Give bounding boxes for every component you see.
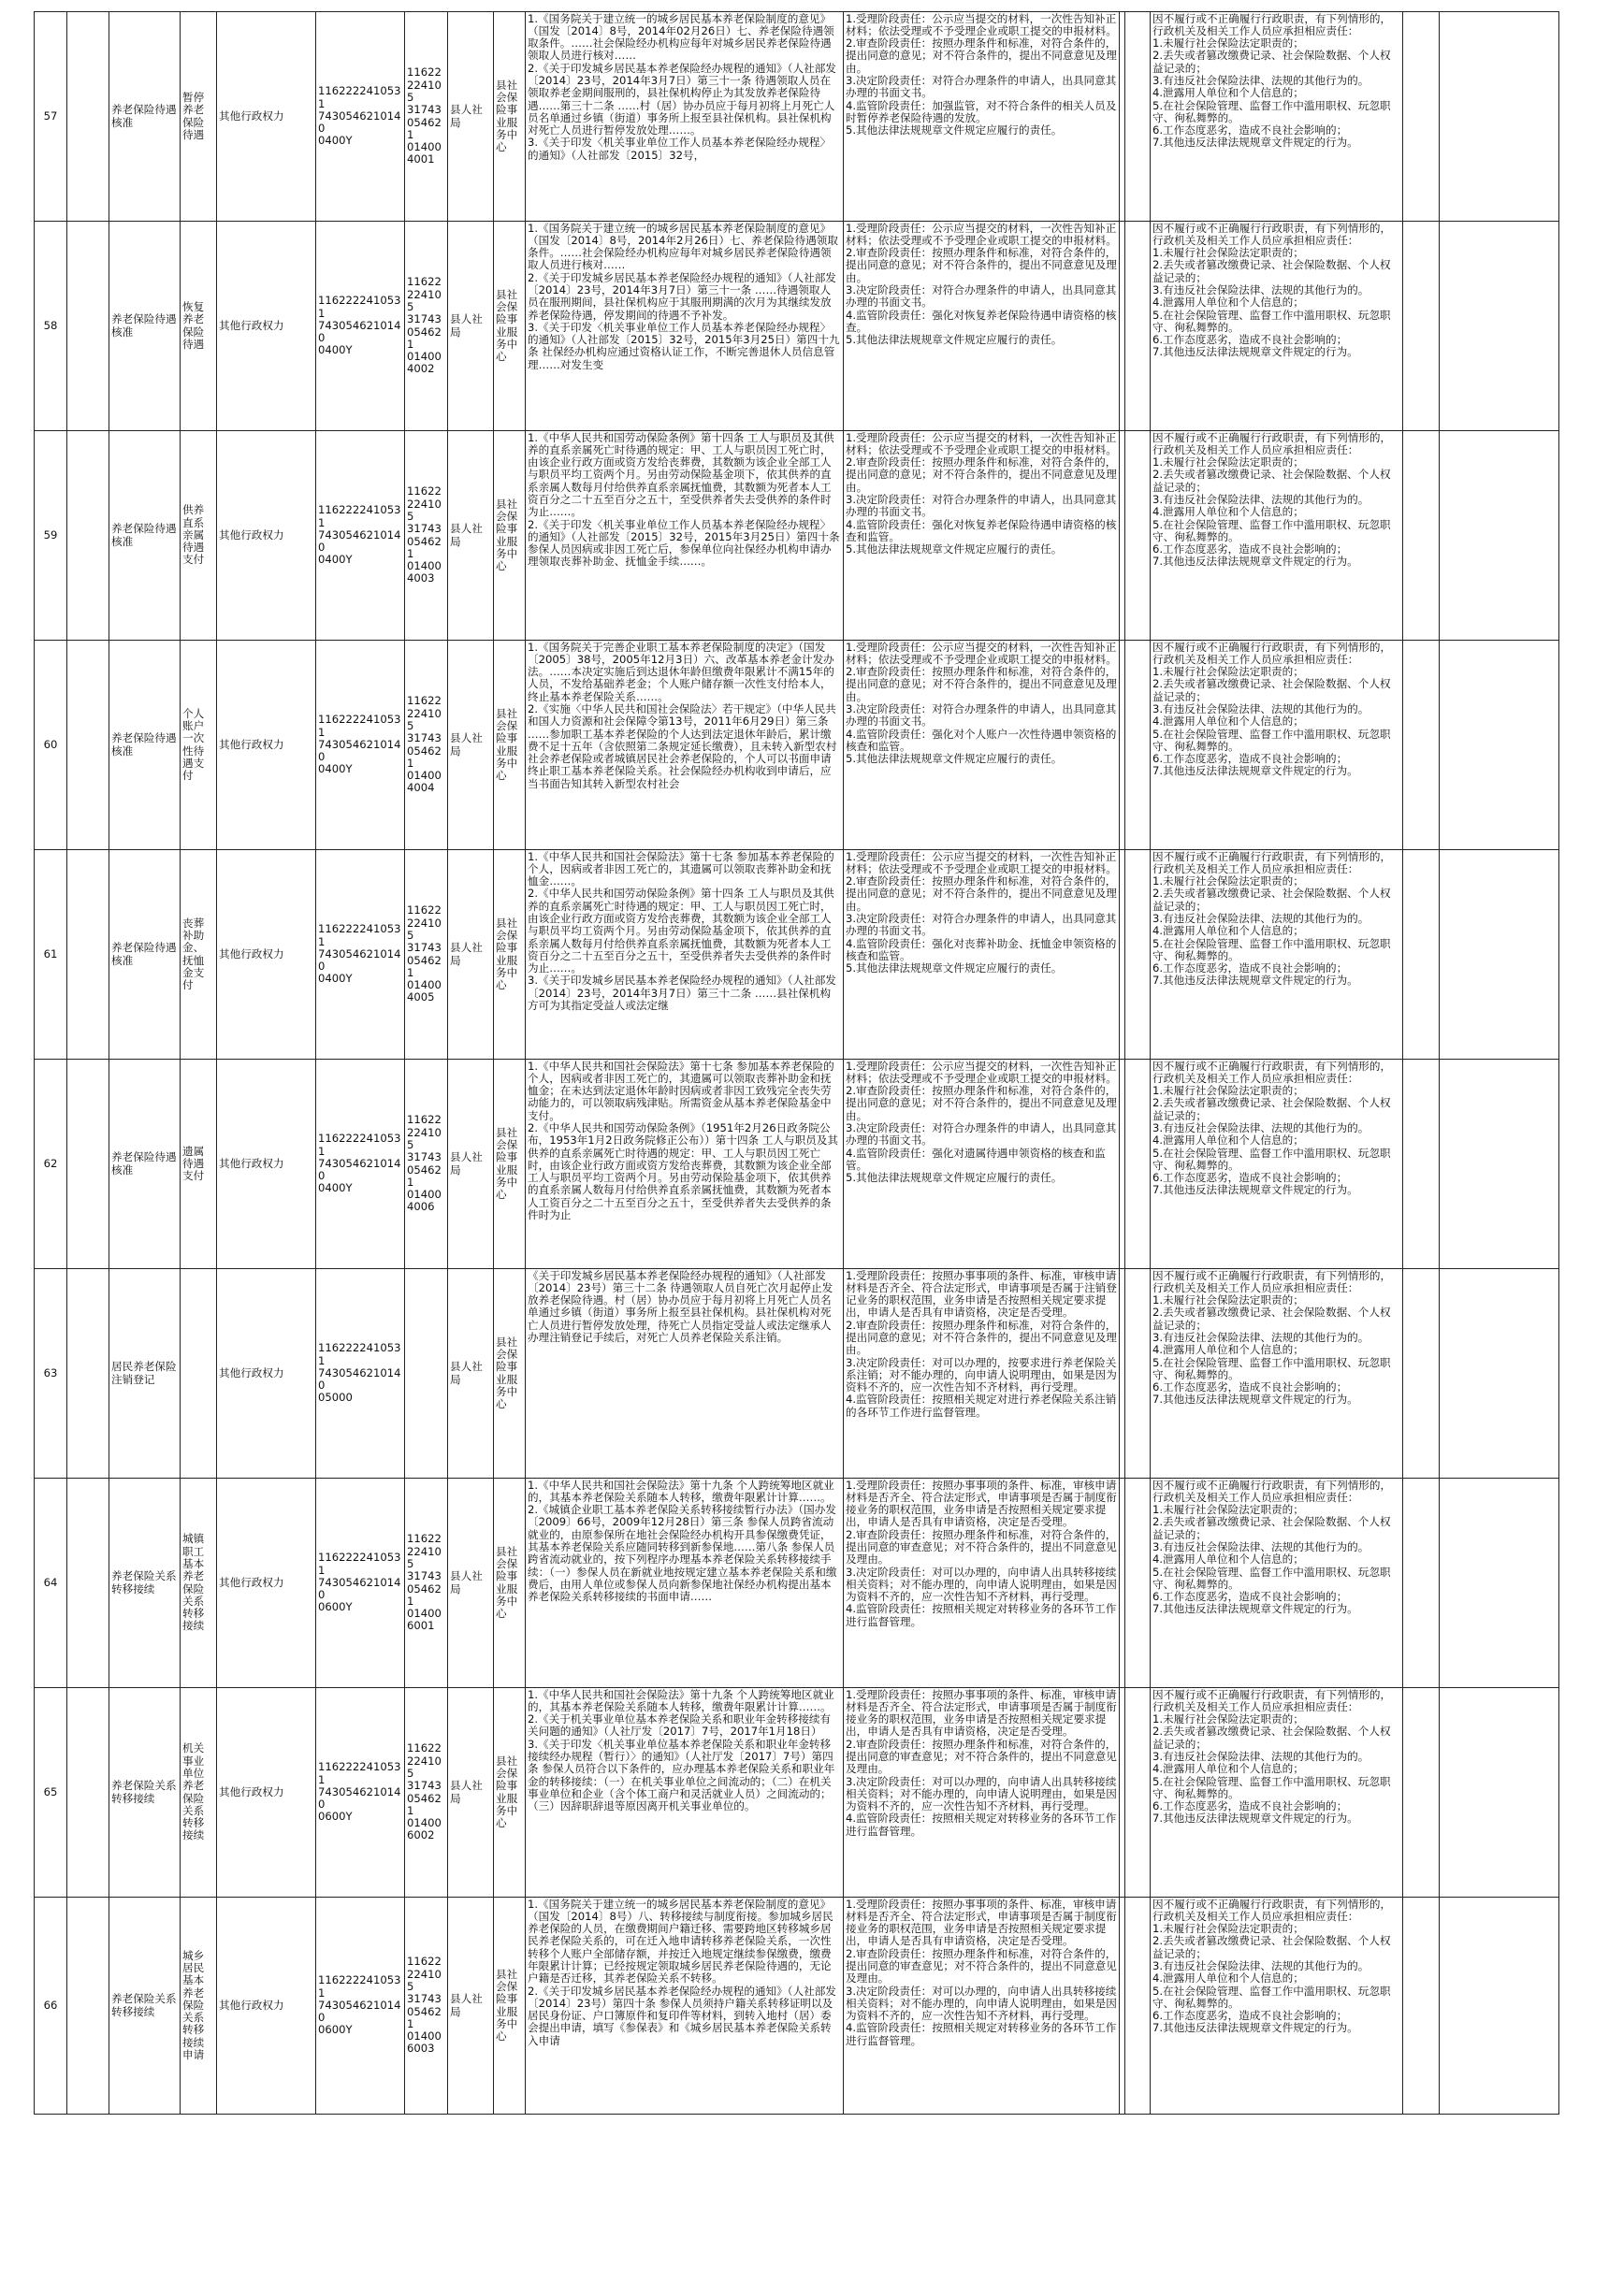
blank-cell [67,1898,109,2115]
handling-department: 县社会保险事业服务中心 [494,1060,526,1269]
handling-department: 县社会保险事业服务中心 [494,850,526,1060]
blank-cell [1125,641,1151,850]
blank-cell [1440,222,1559,431]
blank-cell [1440,1269,1559,1479]
blank-cell [1125,1060,1151,1269]
power-code: 1162222410531 7430546210140 0600Y [316,1688,405,1898]
sub-item-name: 城乡居民基本养老保险关系转移接续申请 [181,1898,217,2115]
implementing-subject: 县人社局 [448,1479,494,1688]
row-number: 62 [35,1060,67,1269]
blank-cell [67,1269,109,1479]
table-row [35,1898,1559,2115]
sub-power-code: 11622224105 31743054621 014004005 [405,850,448,1060]
item-name: 养老保险关系转移接续 [109,1479,181,1688]
sub-power-code: 11622224105 31743054621 014004001 [405,12,448,222]
row-number: 63 [35,1269,67,1479]
blank-cell [1440,850,1559,1060]
handling-department: 县社会保险事业服务中心 [494,431,526,641]
item-name: 养老保险关系转移接续 [109,1688,181,1898]
blank-cell [1440,1898,1559,2115]
blank-cell [67,12,109,222]
power-code: 1162222410531 7430546210140 0400Y [316,850,405,1060]
table-row [35,641,1559,850]
accountability-situations: 因不履行或不正确履行行政职责，有下列情形的，行政机关及相关工作人员应承担相应责任： 1.未履行社会保险法定职责的； 2.丢失或者篡改缴费记录、社会保险数据、个人权益记录的； 3.有违反社会保险法律、法规的其他行为的。 4.泄露用人单位和个人信息的； 5.在社会保险管理、监督工作中滥用职权、玩忽职守、徇私舞弊的。 6.工作态度恶劣，造成不良社会影响的； 7.其他违反法律法规规章文件规定的行为。 [1151,12,1403,222]
responsibility-items: 1.受理阶段责任：按照办事事项的条件、标准，审核申请材料是否齐全、符合法定形式，申请事项是否属于制度衔接业务的职权范围，业务申请是否按照相关规定要求提出，申请人是否具有申请资格，决定是否受理。 2.审查阶段责任：按照办理条件和标准，对符合条件的，提出同意的审查意见；对不符合条件的，提出不同意意见及理由。 3.决定阶段责任：对可以办理的，向申请人出具转移接续相关资料；对不能办理的，向申请人说明理由，如果是因为资料不齐的，应一次性告知不齐材料，再行受理。 4.监管阶段责任：按照相关规定对转移业务的各环节工作进行监督管理。 [844,1898,1120,2115]
implementing-subject: 县人社局 [448,222,494,431]
blank-cell [1403,850,1440,1060]
power-code: 1162222410531 7430546210140 0600Y [316,1898,405,2115]
power-code: 1162222410531 7430546210140 0400Y [316,641,405,850]
blank-cell [1403,1269,1440,1479]
blank-cell [1125,431,1151,641]
blank-cell [67,1060,109,1269]
responsibility-items: 1.受理阶段责任：按照办事事项的条件、标准，审核申请材料是否齐全、符合法定形式，申请事项是否属于制度衔接业务的职权范围，业务申请是否按照相关规定要求提出，申请人是否具有申请资格，决定是否受理。 2.审查阶段责任：按照办理条件和标准，对符合条件的，提出同意的审查意见；对不符合条件的，提出不同意意见及理由。 3.决定阶段责任：对可以办理的，向申请人出具转移接续相关资料；对不能办理的，向申请人说明理由，如果是因为资料不齐的，应一次性告知不齐材料，再行受理。 4.监管阶段责任：按照相关规定对转移业务的各环节工作进行监督管理。 [844,1688,1120,1898]
blank-cell [67,1479,109,1688]
power-code: 1162222410531 7430546210140 0400Y [316,222,405,431]
row-number: 57 [35,12,67,222]
table-row [35,1060,1559,1269]
power-type: 其他行政权力 [217,1898,316,2115]
blank-cell [1125,1898,1151,2115]
item-name: 养老保险待遇核准 [109,1060,181,1269]
row-number: 58 [35,222,67,431]
table-row [35,222,1559,431]
power-code: 1162222410531 7430546210140 05000 [316,1269,405,1479]
sub-power-code [405,1269,448,1479]
implementing-subject: 县人社局 [448,1269,494,1479]
sub-item-name: 暂停养老保险待遇 [181,12,217,222]
blank-cell [1403,1479,1440,1688]
responsibility-items: 1.受理阶段责任：公示应当提交的材料，一次性告知补正材料；依法受理或不予受理企业或职工提交的申报材料。 2.审查阶段责任：按照办理条件和标准，对符合条件的，提出同意的意见；对不符合条件的，提出不同意意见及理由。 3.决定阶段责任：对符合办理条件的申请人，出具同意其办理的书面文书。 4.监管阶段责任：强化对恢复养老保险待遇申请资格的核查和监管。 5.其他法律法规规章文件规定应履行的责任。 [844,431,1120,641]
sub-item-name: 城镇职工基本养老保险关系转移接续 [181,1479,217,1688]
blank-cell [67,431,109,641]
blank-cell [1440,431,1559,641]
responsibility-items: 1.受理阶段责任：按照办事事项的条件、标准，审核申请材料是否齐全、符合法定形式，申请事项是否属于制度衔接业务的职权范围，业务申请是否按照相关规定要求提出，申请人是否具有申请资格，决定是否受理。 2.审查阶段责任：按照办理条件和标准，对符合条件的，提出同意的审查意见；对不符合条件的，提出不同意意见及理由。 3.决定阶段责任：对可以办理的，向申请人出具转移接续相关资料；对不能办理的，向申请人说明理由，如果是因为资料不齐的，应一次性告知不齐材料，再行受理。 4.监管阶段责任：按照相关规定对转移业务的各环节工作进行监督管理。 [844,1479,1120,1688]
responsibility-items: 1.受理阶段责任：公示应当提交的材料，一次性告知补正材料；依法受理或不予受理企业或职工提交的申报材料。 2.审查阶段责任：按照办理条件和标准，对符合条件的，提出同意的意见；对不符合条件的，提出不同意意见及理由。 3.决定阶段责任：对符合办理条件的申请人，出具同意其办理的书面文书。 4.监管阶段责任：强化对个人账户一次性待遇申领资格的核查和监管。 5.其他法律法规规章文件规定应履行的责任。 [844,641,1120,850]
handling-department: 县社会保险事业服务中心 [494,1898,526,2115]
power-code: 1162222410531 7430546210140 0400Y [316,431,405,641]
row-number: 59 [35,431,67,641]
legal-basis: 1.《中华人民共和国社会保险法》第十九条 个人跨统筹地区就业的，其基本养老保险关系随本人转移，缴费年限累计计算……。 2.《城镇企业职工基本养老保险关系转移接续暂行办法》（国办发〔2009〕66号，2009年12月28日）第三条 参保人员跨省流动就业的，由原参保所在地社会保险经办机构开具参保缴费凭证，其基本养老保险关系应随同转移到新参保地……第八条 参保人员跨省流动就业的，按下列程序办理基本养老保险关系转移接续手续：（一）参保人员在新就业地按规定建立基本养老保险关系和缴费后，由用人单位或参保人员向新参保地社保经办机构提出基本养老保险关系转移接续的书面申请…… [526,1479,844,1688]
blank-cell [1440,1060,1559,1269]
accountability-situations: 因不履行或不正确履行行政职责，有下列情形的，行政机关及相关工作人员应承担相应责任： 1.未履行社会保险法定职责的； 2.丢失或者篡改缴费记录、社会保险数据、个人权益记录的； 3.有违反社会保险法律、法规的其他行为的。 4.泄露用人单位和个人信息的； 5.在社会保险管理、监督工作中滥用职权、玩忽职守、徇私舞弊的。 6.工作态度恶劣，造成不良社会影响的； 7.其他违反法律法规规章文件规定的行为。 [1151,1269,1403,1479]
legal-basis: 1.《中华人民共和国劳动保险条例》第十四条 工人与职员及其供养的直系亲属死亡时待遇的规定：甲、工人与职员因工死亡时，由该企业行政方面或资方发给丧葬费，其数额为该企业全部工人与职员平均工资两个月。另由劳动保险基金项下，依其供养的直系亲属人数每月付给供养直系亲属抚恤费，其数额为死者本人工资百分之二十五至百分之五十，至受供养者失去受供养的条件时为止……。 2.《关于印发〈机关事业单位工作人员基本养老保险经办规程〉的通知》（人社部发〔2015〕32号，2015年3月25日）第四十条 参保人员因病或非因工死亡后，参保单位向社保经办机构申请办理领取丧葬补助金、抚恤金手续……。 [526,431,844,641]
implementing-subject: 县人社局 [448,1898,494,2115]
sub-power-code: 11622224105 31743054621 014006001 [405,1479,448,1688]
accountability-situations: 因不履行或不正确履行行政职责，有下列情形的，行政机关及相关工作人员应承担相应责任： 1.未履行社会保险法定职责的； 2.丢失或者篡改缴费记录、社会保险数据、个人权益记录的； 3.有违反社会保险法律、法规的其他行为的。 4.泄露用人单位和个人信息的； 5.在社会保险管理、监督工作中滥用职权、玩忽职守、徇私舞弊的。 6.工作态度恶劣，造成不良社会影响的； 7.其他违反法律法规规章文件规定的行为。 [1151,641,1403,850]
table-row [35,850,1559,1060]
power-type: 其他行政权力 [217,12,316,222]
table-row [35,1479,1559,1688]
blank-cell [1403,431,1440,641]
blank-cell [67,850,109,1060]
blank-cell [1440,641,1559,850]
blank-cell [1125,1479,1151,1688]
sub-item-name: 个人账户一次性待遇支付 [181,641,217,850]
blank-cell [1125,12,1151,222]
legal-basis: 1.《国务院关于完善企业职工基本养老保险制度的决定》（国发〔2005〕38号，2005年12月3日）六、改革基本养老金计发办法。……本决定实施后到达退休年龄但缴费年限累计不满15年的人员，不发给基础养老金；个人账户储存额一次性支付给本人，终止基本养老保险关系……。 2.《实施〈中华人民共和国社会保险法〉若干规定》（中华人民共和国人力资源和社会保障令第13号，2011年6月29日）第三条 ……参加职工基本养老保险的个人达到法定退休年龄后，累计缴费不足十五年（含依照第二条规定延长缴费），且未转入新型农村社会养老保险或者城镇居民社会养老保险的，个人可以书面申请终止职工基本养老保险关系。社会保险经办机构收到申请后，应当书面告知其转入新型农村社会 [526,641,844,850]
accountability-situations: 因不履行或不正确履行行政职责，有下列情形的，行政机关及相关工作人员应承担相应责任： 1.未履行社会保险法定职责的； 2.丢失或者篡改缴费记录、社会保险数据、个人权益记录的； 3.有违反社会保险法律、法规的其他行为的。 4.泄露用人单位和个人信息的； 5.在社会保险管理、监督工作中滥用职权、玩忽职守、徇私舞弊的。 6.工作态度恶劣，造成不良社会影响的； 7.其他违反法律法规规章文件规定的行为。 [1151,1479,1403,1688]
sub-power-code: 11622224105 31743054621 014004004 [405,641,448,850]
legal-basis: 1.《国务院关于建立统一的城乡居民基本养老保险制度的意见》（国发〔2014〕8号，2014年02月26日）七、养老保险待遇领取条件。……社会保险经办机构应每年对城乡居民养老保险待遇领取人员进行核对…… 2.《关于印发城乡居民基本养老保险经办规程的通知》（人社部发〔2014〕23号，2014年3月7日）第三十一条 待遇领取人员在领取养老金期间服刑的，县社保机构停止为其发放养老保险待遇……第三十二条 ……村（居）协办员应于每月初将上月死亡人员名单通过乡镇（街道）事务所上报至县社保机构。县社保机构对死亡人员进行暂停发放处理……。 3.《关于印发〈机关事业单位工作人员基本养老保险经办规程〉的通知》（人社部发〔2015〕32号， [526,12,844,222]
sub-power-code: 11622224105 31743054621 014004003 [405,431,448,641]
blank-cell [67,222,109,431]
item-name: 居民养老保险注销登记 [109,1269,181,1479]
handling-department: 县社会保险事业服务中心 [494,12,526,222]
responsibility-items: 1.受理阶段责任：公示应当提交的材料，一次性告知补正材料；依法受理或不予受理企业或职工提交的申报材料。 2.审查阶段责任：按照办理条件和标准，对符合条件的，提出同意的意见；对不符合条件的，提出不同意意见及理由。 3.决定阶段责任：对符合办理条件的申请人，出具同意其办理的书面文书。 4.监管阶段责任：强化对丧葬补助金、抚恤金申领资格的核查和监管。 5.其他法律法规规章文件规定应履行的责任。 [844,850,1120,1060]
blank-cell [1125,222,1151,431]
power-code: 1162222410531 7430546210140 0400Y [316,12,405,222]
row-number: 61 [35,850,67,1060]
blank-cell [1403,1688,1440,1898]
legal-basis: 1.《国务院关于建立统一的城乡居民基本养老保险制度的意见》（国发〔2014〕8号，2014年2月26日）七、养老保险待遇领取条件。……社会保险经办机构应每年对城乡居民养老保险待遇领取人员进行核对…… 2.《关于印发城乡居民基本养老保险经办规程的通知》（人社部发〔2014〕23号，2014年3月7日）第三十一条 ……待遇领取人员在服刑期间，县社保机构应于其服刑期满的次月为其继续发放养老保险待遇，停发期间的待遇不予补发。 3.《关于印发〈机关事业单位工作人员基本养老保险经办规程〉的通知》（人社部发〔2015〕32号，2015年3月25日）第四十九条 社保经办机构应通过资格认证工作，不断完善退休人员信息管理……对发生变 [526,222,844,431]
legal-basis: 1.《中华人民共和国社会保险法》第十九条 个人跨统筹地区就业的，其基本养老保险关系随本人转移，缴费年限累计计算……。 2.《关于机关事业单位基本养老保险关系和职业年金转移接续有关问题的通知》（人社厅发〔2017〕7号，2017年1月18日） 3.《关于印发〈机关事业单位基本养老保险关系和职业年金转移接续经办规程（暂行）〉的通知》（人社厅发〔2017〕7号）第四条 参保人员符合以下条件的，应办理基本养老保险关系和职业年金的转移接续：（一）在机关事业单位之间流动的；（二）在机关事业单位和企业（含个体工商户和灵活就业人员）之间流动的；（三）因辞职辞退等原因离开机关事业单位的。 [526,1688,844,1898]
item-name: 养老保险待遇核准 [109,12,181,222]
handling-department: 县社会保险事业服务中心 [494,1688,526,1898]
accountability-situations: 因不履行或不正确履行行政职责，有下列情形的，行政机关及相关工作人员应承担相应责任： 1.未履行社会保险法定职责的； 2.丢失或者篡改缴费记录、社会保险数据、个人权益记录的； 3.有违反社会保险法律、法规的其他行为的。 4.泄露用人单位和个人信息的； 5.在社会保险管理、监督工作中滥用职权、玩忽职守、徇私舞弊的。 6.工作态度恶劣，造成不良社会影响的； 7.其他违反法律法规规章文件规定的行为。 [1151,1898,1403,2115]
legal-basis: 1.《国务院关于建立统一的城乡居民基本养老保险制度的意见》（国发〔2014〕8号）八、转移接续与制度衔接。参加城乡居民养老保险的人员，在缴费期间户籍迁移、需要跨地区转移城乡居民养老保险关系的，可在迁入地申请转移养老保险关系，一次性转移个人账户全部储存额，并按迁入地规定继续参保缴费，缴费年限累计计算；已经按规定领取城乡居民养老保险待遇的，无论户籍是否迁移，其养老保险关系不转移。 2.《关于印发城乡居民基本养老保险经办规程的通知》（人社部发〔2014〕23号）第四十条 参保人员须持户籍关系转移证明以及居民身份证、户口簿原件和复印件等材料，到转入地村（居）委会提出申请，填写《参保表》和《城乡居民基本养老保险关系转入申请 [526,1898,844,2115]
sub-item-name: 遗属待遇支付 [181,1060,217,1269]
sub-power-code: 11622224105 31743054621 014004002 [405,222,448,431]
blank-cell [1403,12,1440,222]
power-type: 其他行政权力 [217,850,316,1060]
responsibility-items: 1.受理阶段责任：公示应当提交的材料，一次性告知补正材料；依法受理或不予受理企业或职工提交的申报材料。 2.审查阶段责任：按照办理条件和标准，对符合条件的，提出同意的意见；对不符合条件的，提出不同意意见及理由。 3.决定阶段责任：对符合办理条件的申请人，出具同意其办理的书面文书。 4.监管阶段责任：加强监管，对不符合条件的相关人员及时暂停养老保险待遇的发放。 5.其他法律法规规章文件规定应履行的责任。 [844,12,1120,222]
implementing-subject: 县人社局 [448,1688,494,1898]
power-type: 其他行政权力 [217,222,316,431]
row-number: 66 [35,1898,67,2115]
row-number: 64 [35,1479,67,1688]
power-type: 其他行政权力 [217,1479,316,1688]
implementing-subject: 县人社局 [448,641,494,850]
power-type: 其他行政权力 [217,1060,316,1269]
table-row [35,12,1559,222]
sub-power-code: 11622224105 31743054621 014006002 [405,1688,448,1898]
blank-cell [1125,1688,1151,1898]
power-code: 1162222410531 7430546210140 0400Y [316,1060,405,1269]
responsibility-items: 1.受理阶段责任：公示应当提交的材料，一次性告知补正材料；依法受理或不予受理企业或职工提交的申报材料。 2.审查阶段责任：按照办理条件和标准，对符合条件的，提出同意的意见；对不符合条件的，提出不同意意见及理由。 3.决定阶段责任：对符合办理条件的申请人，出具同意其办理的书面文书。 4.监管阶段责任：强化对遗属待遇申领资格的核查和监管。 5.其他法律法规规章文件规定应履行的责任。 [844,1060,1120,1269]
blank-cell [1403,641,1440,850]
table-row [35,1688,1559,1898]
blank-cell [1125,850,1151,1060]
sub-power-code: 11622224105 31743054621 014004006 [405,1060,448,1269]
table-row [35,431,1559,641]
accountability-situations: 因不履行或不正确履行行政职责，有下列情形的，行政机关及相关工作人员应承担相应责任： 1.未履行社会保险法定职责的； 2.丢失或者篡改缴费记录、社会保险数据、个人权益记录的； 3.有违反社会保险法律、法规的其他行为的。 4.泄露用人单位和个人信息的； 5.在社会保险管理、监督工作中滥用职权、玩忽职守、徇私舞弊的。 6.工作态度恶劣，造成不良社会影响的； 7.其他违反法律法规规章文件规定的行为。 [1151,431,1403,641]
responsibility-items: 1.受理阶段责任：按照办事事项的条件、标准，审核申请材料是否齐全、符合法定形式，申请事项是否属于注销登记业务的职权范围，业务申请是否按照相关规定要求提出，申请人是否具有申请资格，决定是否受理。 2.审查阶段责任：按照办理条件和标准，对符合条件的，提出同意的意见；对不符合条件的，提出不同意意见及理由。 3.决定阶段责任：对可以办理的，按要求进行养老保险关系注销；对不能办理的，向申请人说明理由，如果是因为资料不齐的，应一次性告知不齐材料，再行受理。 4.监管阶段责任：按照相关规定对进行养老保险关系注销的各环节工作进行监督管理。 [844,1269,1120,1479]
legal-basis: 《关于印发城乡居民基本养老保险经办规程的通知》（人社部发〔2014〕23号）第三十二条 待遇领取人员自死亡次月起停止发放养老保险待遇。村（居）协办员应于每月初将上月死亡人员名单通过乡镇（街道）事务所上报至县社保机构。县社保机构对死亡人员进行暂停发放处理，待死亡人员指定受益人或法定继承人办理注销登记手续后，对死亡人员养老保险关系注销。 [526,1269,844,1479]
blank-cell [1440,12,1559,222]
implementing-subject: 县人社局 [448,850,494,1060]
power-type: 其他行政权力 [217,1688,316,1898]
power-list-table [34,11,1559,2115]
accountability-situations: 因不履行或不正确履行行政职责，有下列情形的，行政机关及相关工作人员应承担相应责任： 1.未履行社会保险法定职责的； 2.丢失或者篡改缴费记录、社会保险数据、个人权益记录的； 3.有违反社会保险法律、法规的其他行为的。 4.泄露用人单位和个人信息的； 5.在社会保险管理、监督工作中滥用职权、玩忽职守、徇私舞弊的。 6.工作态度恶劣，造成不良社会影响的； 7.其他违反法律法规规章文件规定的行为。 [1151,222,1403,431]
blank-cell [1403,1060,1440,1269]
responsibility-items: 1.受理阶段责任：公示应当提交的材料，一次性告知补正材料；依法受理或不予受理企业或职工提交的申报材料。 2.审查阶段责任：按照办理条件和标准，对符合条件的，提出同意的意见；对不符合条件的，提出不同意意见及理由。 3.决定阶段责任：对符合办理条件的申请人，出具同意其办理的书面文书。 4.监管阶段责任：强化对恢复养老保险待遇申请资格的核查。 5.其他法律法规规章文件规定应履行的责任。 [844,222,1120,431]
row-number: 60 [35,641,67,850]
implementing-subject: 县人社局 [448,1060,494,1269]
blank-cell [1403,1898,1440,2115]
item-name: 养老保险待遇核准 [109,641,181,850]
sub-item-name: 丧葬补助金、抚恤金支付 [181,850,217,1060]
item-name: 养老保险待遇核准 [109,850,181,1060]
legal-basis: 1.《中华人民共和国社会保险法》第十七条 参加基本养老保险的个人，因病或者非因工死亡的，其遗属可以领取丧葬补助金和抚恤金……。 2.《中华人民共和国劳动保险条例》第十四条 工人与职员及其供养的直系亲属死亡时待遇的规定：甲、工人与职员因工死亡时，由该企业行政方面或资方发给丧葬费，其数额为该企业全部工人与职员平均工资两个月。另由劳动保险基金项下，依其供养的直系亲属人数每月付给供养直系亲属抚恤费，其数额为死者本人工资百分之二十五至百分之五十，至受供养者失去受供养的条件时为止……。 3.《关于印发城乡居民基本养老保险经办规程的通知》（人社部发〔2014〕23号，2014年3月7日）第三十二条 ……县社保机构方可为其指定受益人或法定继 [526,850,844,1060]
power-type: 其他行政权力 [217,641,316,850]
sub-item-name [181,1269,217,1479]
legal-basis: 1.《中华人民共和国社会保险法》第十七条 参加基本养老保险的个人，因病或者非因工死亡的，其遗属可以领取丧葬补助金和抚恤金；在未达到法定退休年龄时因病或者非因工致残完全丧失劳动能力的，可以领取病残津贴。所需资金从基本养老保险基金中支付。 2.《中华人民共和国劳动保险条例》（1951年2月26日政务院公布，1953年1月2日政务院修正公布））第十四条 工人与职员及其供养的直系亲属死亡时待遇的规定：甲、工人与职员因工死亡时，由该企业行政方面或资方发给丧葬费，其数额为该企业全部工人与职员平均工资两个月。另由劳动保险基金项下，依其供养的直系亲属人数每月付给供养直系亲属抚恤费，其数额为死者本人工资百分之二十五至百分之五十，至受供养者失去受供养的条件时为止 [526,1060,844,1269]
handling-department: 县社会保险事业服务中心 [494,641,526,850]
accountability-situations: 因不履行或不正确履行行政职责，有下列情形的，行政机关及相关工作人员应承担相应责任： 1.未履行社会保险法定职责的； 2.丢失或者篡改缴费记录、社会保险数据、个人权益记录的； 3.有违反社会保险法律、法规的其他行为的。 4.泄露用人单位和个人信息的； 5.在社会保险管理、监督工作中滥用职权、玩忽职守、徇私舞弊的。 6.工作态度恶劣，造成不良社会影响的； 7.其他违反法律法规规章文件规定的行为。 [1151,850,1403,1060]
power-type: 其他行政权力 [217,1269,316,1479]
blank-cell [1125,1269,1151,1479]
handling-department: 县社会保险事业服务中心 [494,222,526,431]
blank-cell [67,641,109,850]
item-name: 养老保险待遇核准 [109,431,181,641]
blank-cell [67,1688,109,1898]
sub-item-name: 机关事业单位养老保险关系转移接续 [181,1688,217,1898]
power-code: 1162222410531 7430546210140 0600Y [316,1479,405,1688]
implementing-subject: 县人社局 [448,12,494,222]
blank-cell [1403,222,1440,431]
blank-cell [1440,1688,1559,1898]
sub-power-code: 11622224105 31743054621 014006003 [405,1898,448,2115]
row-number: 65 [35,1688,67,1898]
handling-department: 县社会保险事业服务中心 [494,1269,526,1479]
sub-item-name: 恢复养老保险待遇 [181,222,217,431]
item-name: 养老保险待遇核准 [109,222,181,431]
blank-cell [1440,1479,1559,1688]
power-type: 其他行政权力 [217,431,316,641]
implementing-subject: 县人社局 [448,431,494,641]
handling-department: 县社会保险事业服务中心 [494,1479,526,1688]
sub-item-name: 供养直系亲属待遇支付 [181,431,217,641]
accountability-situations: 因不履行或不正确履行行政职责，有下列情形的，行政机关及相关工作人员应承担相应责任： 1.未履行社会保险法定职责的； 2.丢失或者篡改缴费记录、社会保险数据、个人权益记录的； 3.有违反社会保险法律、法规的其他行为的。 4.泄露用人单位和个人信息的； 5.在社会保险管理、监督工作中滥用职权、玩忽职守、徇私舞弊的。 6.工作态度恶劣，造成不良社会影响的； 7.其他违反法律法规规章文件规定的行为。 [1151,1060,1403,1269]
accountability-situations: 因不履行或不正确履行行政职责，有下列情形的，行政机关及相关工作人员应承担相应责任： 1.未履行社会保险法定职责的； 2.丢失或者篡改缴费记录、社会保险数据、个人权益记录的； 3.有违反社会保险法律、法规的其他行为的。 4.泄露用人单位和个人信息的； 5.在社会保险管理、监督工作中滥用职权、玩忽职守、徇私舞弊的。 6.工作态度恶劣，造成不良社会影响的； 7.其他违反法律法规规章文件规定的行为。 [1151,1688,1403,1898]
table-row [35,1269,1559,1479]
item-name: 养老保险关系转移接续 [109,1898,181,2115]
